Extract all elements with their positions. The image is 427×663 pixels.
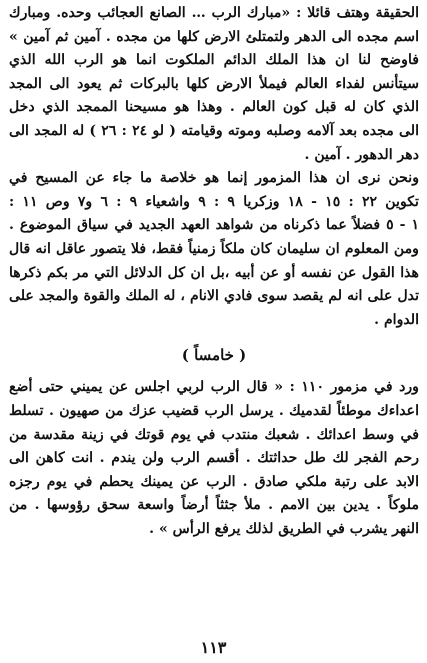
text-line: ورد في مزمور ١١٠ : « قال الرب لربي اجلس عن يميني حتى أضع: [9, 379, 419, 396]
spacer: [9, 332, 419, 342]
text-line: تكوين ٢٢ : ١٥ - ١٨ وزكريا ٩ : ٩ واشعياء ٩ : ٦ و٧ وص ١١ :: [9, 193, 419, 210]
text-line: اسم مجده الى الدهر ولتمتلئ الارض كلها من مجده . آمين ثم آمين »: [9, 28, 419, 45]
text-line: النهر يشرب في الطريق لذلك يرفع الرأس » .: [149, 520, 419, 537]
page-body: [9, 2, 419, 541]
text-line: رحم الفجر لك طل حداثتك . أقسم الرب ولن يندم . انت كاهن الى: [9, 450, 419, 467]
page-number: ١١٣: [200, 638, 227, 657]
spacer: [9, 368, 419, 376]
text-line: الدوام .: [374, 311, 419, 328]
paragraph-3: [9, 376, 419, 541]
text-line: سيتأنس لفداء العالم فيملأ الارض كلها بالبركات ثم يعود الى المجد: [9, 75, 419, 92]
text-line: الذي كان له قبل كون العالم . وهذا هو مسيحنا الممجد الذي دخل: [9, 99, 419, 116]
text-line: فاوضح لنا ان هذا الملك الدائم الملكوت انما هو الرب الله الذي: [9, 52, 419, 69]
text-line: ونحن نرى ان هذا المزمور إنما هو خلاصة ما جاء عن المسيح في: [9, 170, 419, 187]
text-line: ومن المعلوم ان سليمان كان ملكاً زمنياً فقط، فلا يتصور عاقل انه قال: [9, 240, 419, 257]
text-line: ملوكاً . يدين بين الامم . ملأ جثثاً أرضاً واسعة سحق رؤوسها . من: [9, 497, 419, 514]
text-line: هذا القول عن نفسه أو عن أبيه ،بل ان كل الدلائل التي مر بكم ذكرها: [9, 264, 419, 281]
text-line: الحقيقة وهتف قائلا : «مبارك الرب … الصانع العجائب وحده. ومبارك: [9, 5, 419, 21]
text-line: دهر الدهور . آمين .: [304, 146, 419, 163]
text-line: اعداءك موطئاً لقدميك . يرسل الرب قضيب عزك من صهيون . تسلط: [9, 402, 419, 419]
paragraph-1: [9, 2, 419, 167]
text-line: تدل على انه لم يقصد سوى فادي الانام ، له الملك والقوة والمجد على: [9, 288, 419, 305]
section-heading: ( خامساً ): [181, 346, 247, 365]
paragraph-2: [9, 167, 419, 332]
text-line: ١ - ٥ فضلاً عما ذكرناه من شواهد العهد الجديد في سياق الموضوع .: [9, 217, 419, 234]
text-line: الابد على رتبة ملكي صادق . الرب عن يمينك يحطم في يوم رجزه: [9, 473, 419, 490]
text-line: الى مجده بعد آلامه وصلبه وموته وقيامته ( لو ٢٤ : ٢٦ ) له المجد الى: [9, 122, 419, 139]
text-line: في وسط اعدائك . شعبك منتدب في يوم قوتك في زينة مقدسة من: [9, 426, 419, 443]
